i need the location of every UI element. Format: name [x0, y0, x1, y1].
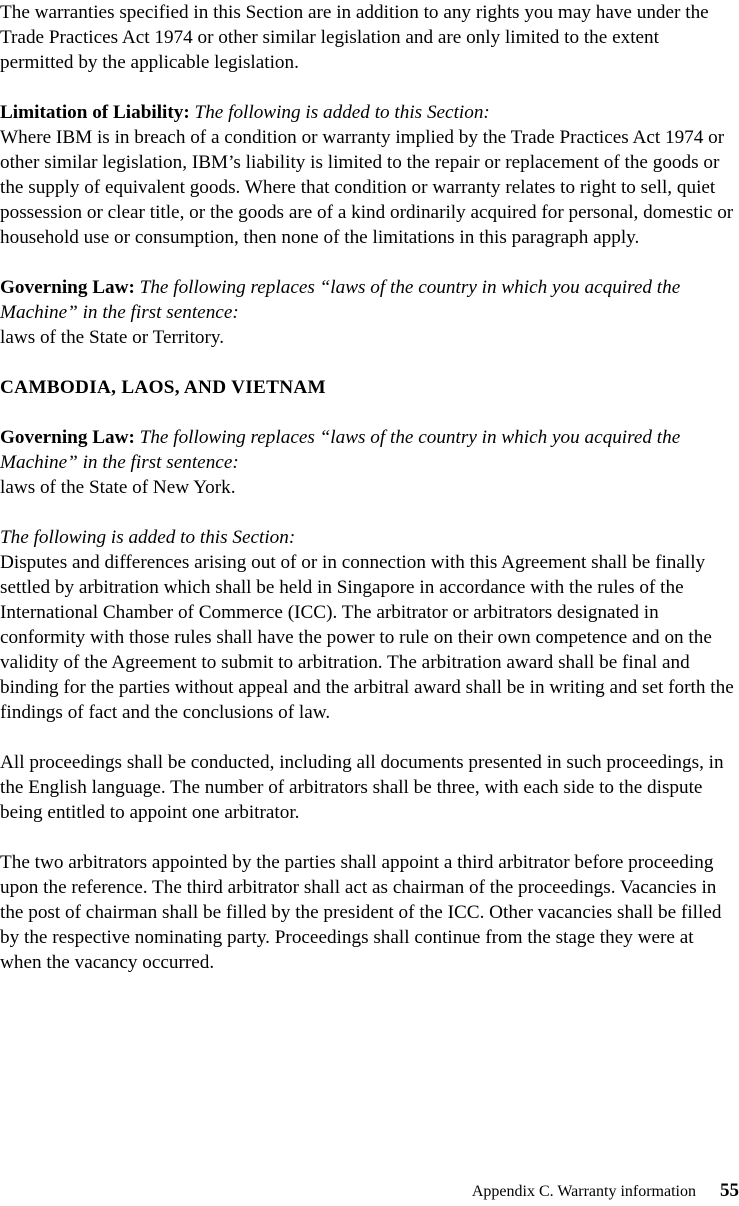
- governing-law-text: laws of the State of New York.: [0, 477, 236, 498]
- governing-law-label: Governing Law:: [0, 277, 135, 298]
- page-number: 55: [720, 1180, 739, 1201]
- page-footer: [472, 1180, 739, 1206]
- governing-law-heading: [0, 275, 737, 325]
- limitation-note: The following is added to this Section:: [194, 102, 490, 123]
- governing-law-note: The following replaces “laws of the country in which you acquired the Machine” in the first sentence:: [0, 277, 681, 323]
- spacer: [0, 350, 737, 375]
- footer-section-label: Appendix C. Warranty information: [471, 1183, 696, 1200]
- limitation-of-liability-heading: [0, 100, 737, 125]
- limitation-label: Limitation of Liability:: [0, 102, 190, 123]
- arbitrators-paragraph: The two arbitrators appointed by the parties shall appoint a third arbitrator before proceeding upon the reference. The third arbitrator shall act as chairman of the proceedings. Vacancies in the post of chairman shall be filled by the president of the ICC. Other vacancies shall be filled by the respective nominating party. Proceedings shall continue from the stage they were at when the vacancy occurred.: [0, 852, 722, 973]
- warranties-paragraph: The warranties specified in this Section are in addition to any rights you may have under the Trade Practices Act 1974 or other similar legislation and are only limited to the extent permitted by the applicable legislation.: [0, 2, 709, 73]
- proceedings-paragraph: All proceedings shall be conducted, including all documents presented in such proceedings, in the English language. The number of arbitrators shall be three, with each side to the dispute being entitled to appoint one arbitrator.: [0, 752, 724, 823]
- governing-law-label: Governing Law:: [0, 427, 135, 448]
- arbitration-note: The following is added to this Section:: [0, 527, 296, 548]
- limitation-paragraph: Where IBM is in breach of a condition or warranty implied by the Trade Practices Act 1974 or other similar legislation, IBM’s liability is limited to the repair or replacement of the goods or the supply of equivalent goods. Where that condition or warranty relates to right to sell, quiet possession or clear title, or the goods are of a kind ordinarily acquired for personal, domestic or household use or consumption, then none of the limitations in this paragraph apply.: [0, 127, 734, 248]
- governing-law-text: laws of the State or Territory.: [0, 327, 225, 348]
- spacer: [0, 825, 737, 850]
- spacer: [0, 400, 737, 425]
- spacer: [0, 250, 737, 275]
- spacer: [0, 725, 737, 750]
- governing-law-note: The following replaces “laws of the country in which you acquired the Machine” in the first sentence:: [0, 427, 681, 473]
- country-heading: CAMBODIA, LAOS, AND VIETNAM: [0, 377, 326, 398]
- arbitration-paragraph: Disputes and differences arising out of or in connection with this Agreement shall be finally settled by arbitration which shall be held in Singapore in accordance with the rules of the International Chamber of Commerce (ICC). The arbitrator or arbitrators designated in conformity with those rules shall have the power to rule on their own competence and on the validity of the Agreement to submit to arbitration. The arbitration award shall be final and binding for the parties without appeal and the arbitral award shall be in writing and set forth the findings of fact and the conclusions of law.: [0, 552, 734, 723]
- spacer: [0, 75, 737, 100]
- spacer: [0, 500, 737, 525]
- governing-law-heading: [0, 425, 737, 475]
